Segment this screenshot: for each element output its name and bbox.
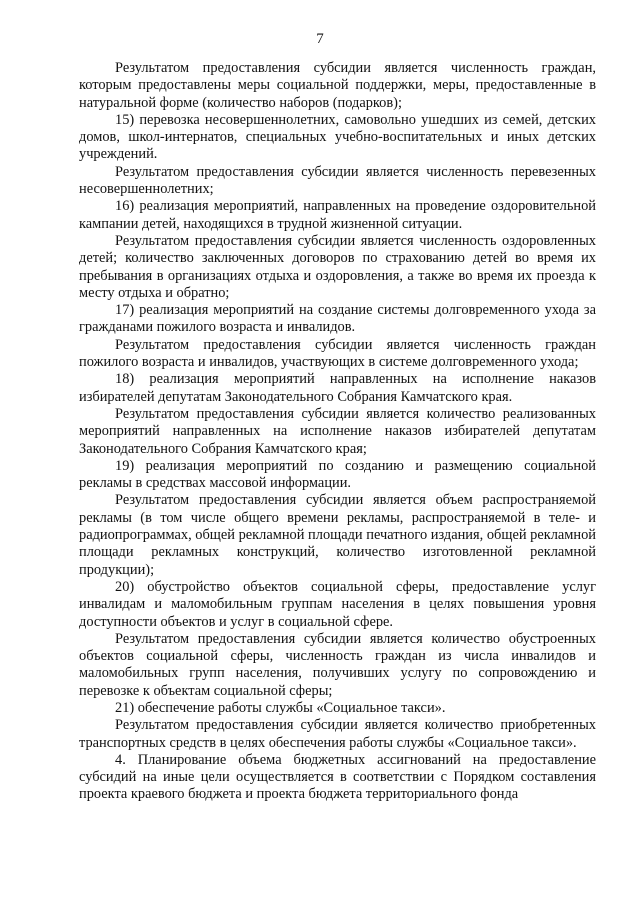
paragraph-result-social-support: Результатом предоставления субсидии является численность граждан, которым предоставлены меры социальной поддержки, меры, предоставленные в натуральной форме (количество наборов (подарков); — [79, 60, 596, 111]
page-number: 7 — [316, 31, 324, 47]
paragraph-item-18: 18) реализация мероприятий направленных на исполнение наказов избирателей депутатам Законодательного Собрания Камчатского края. — [79, 371, 596, 405]
paragraph-item-21: 21) обеспечение работы службы «Социальное такси». — [115, 699, 446, 716]
paragraph-item-16: 16) реализация мероприятий, направленных на проведение оздоровительной кампании детей, находящихся в трудной жизненной ситуации. — [79, 198, 596, 232]
paragraph-result-19: Результатом предоставления субсидии является объем распространяемой рекламы (в том числе общего времени рекламы, распространяемой в теле- и радиопрограммах, общей рекламной площади печатного издания, общей рекламной площади рекламных конструкций, количество изготовленной рекламной продукции); — [79, 492, 596, 578]
paragraph-result-20: Результатом предоставления субсидии является количество обустроенных объектов социальной сферы, численность граждан из числа инвалидов и маломобильных групп населения, получивших услугу по сопровождению и перевозке к объектам социальной сферы; — [79, 630, 596, 699]
paragraph-result-21: Результатом предоставления субсидии является количество приобретенных транспортных средств в целях обеспечения работы службы «Социальное такси». — [79, 717, 596, 751]
document-body — [79, 60, 596, 804]
paragraph-result-18: Результатом предоставления субсидии является количество реализованных мероприятий направленных на исполнение наказов избирателей депутатам Законодательного Собрания Камчатского края; — [79, 405, 596, 457]
paragraph-result-15: Результатом предоставления субсидии является численность перевезенных несовершеннолетних; — [79, 163, 596, 198]
paragraph-result-16: Результатом предоставления субсидии является численность оздоровленных детей; количество заключенных договоров по страхованию детей во время их пребывания в организациях отдыха и оздоровления, а также во время их проезда к месту отдыха и обратно; — [79, 232, 596, 301]
paragraph-item-20: 20) обустройство объектов социальной сферы, предоставление услуг инвалидам и маломобильным группам населения в целях повышения уровня доступности объектов и услуг в социальной сфере. — [79, 578, 596, 630]
paragraph-result-17: Результатом предоставления субсидии является численность граждан пожилого возраста и инвалидов, участвующих в системе долговременного ухода; — [79, 336, 596, 371]
paragraph-item-15: 15) перевозка несовершеннолетних, самовольно ушедших из семей, детских домов, школ-интернатов, специальных учебно-воспитательных и иных детских учреждений. — [79, 111, 596, 163]
paragraph-item-17: 17) реализация мероприятий на создание системы долговременного ухода за гражданами пожилого возраста и инвалидов. — [79, 302, 596, 336]
paragraph-section-4: 4. Планирование объема бюджетных ассигнований на предоставление субсидий на иные цели осуществляется в соответствии с Порядком составления проекта краевого бюджета и проекта бюджета территориального фонда — [79, 751, 596, 803]
paragraph-item-19: 19) реализация мероприятий по созданию и размещению социальной рекламы в средствах массовой информации. — [79, 457, 596, 492]
